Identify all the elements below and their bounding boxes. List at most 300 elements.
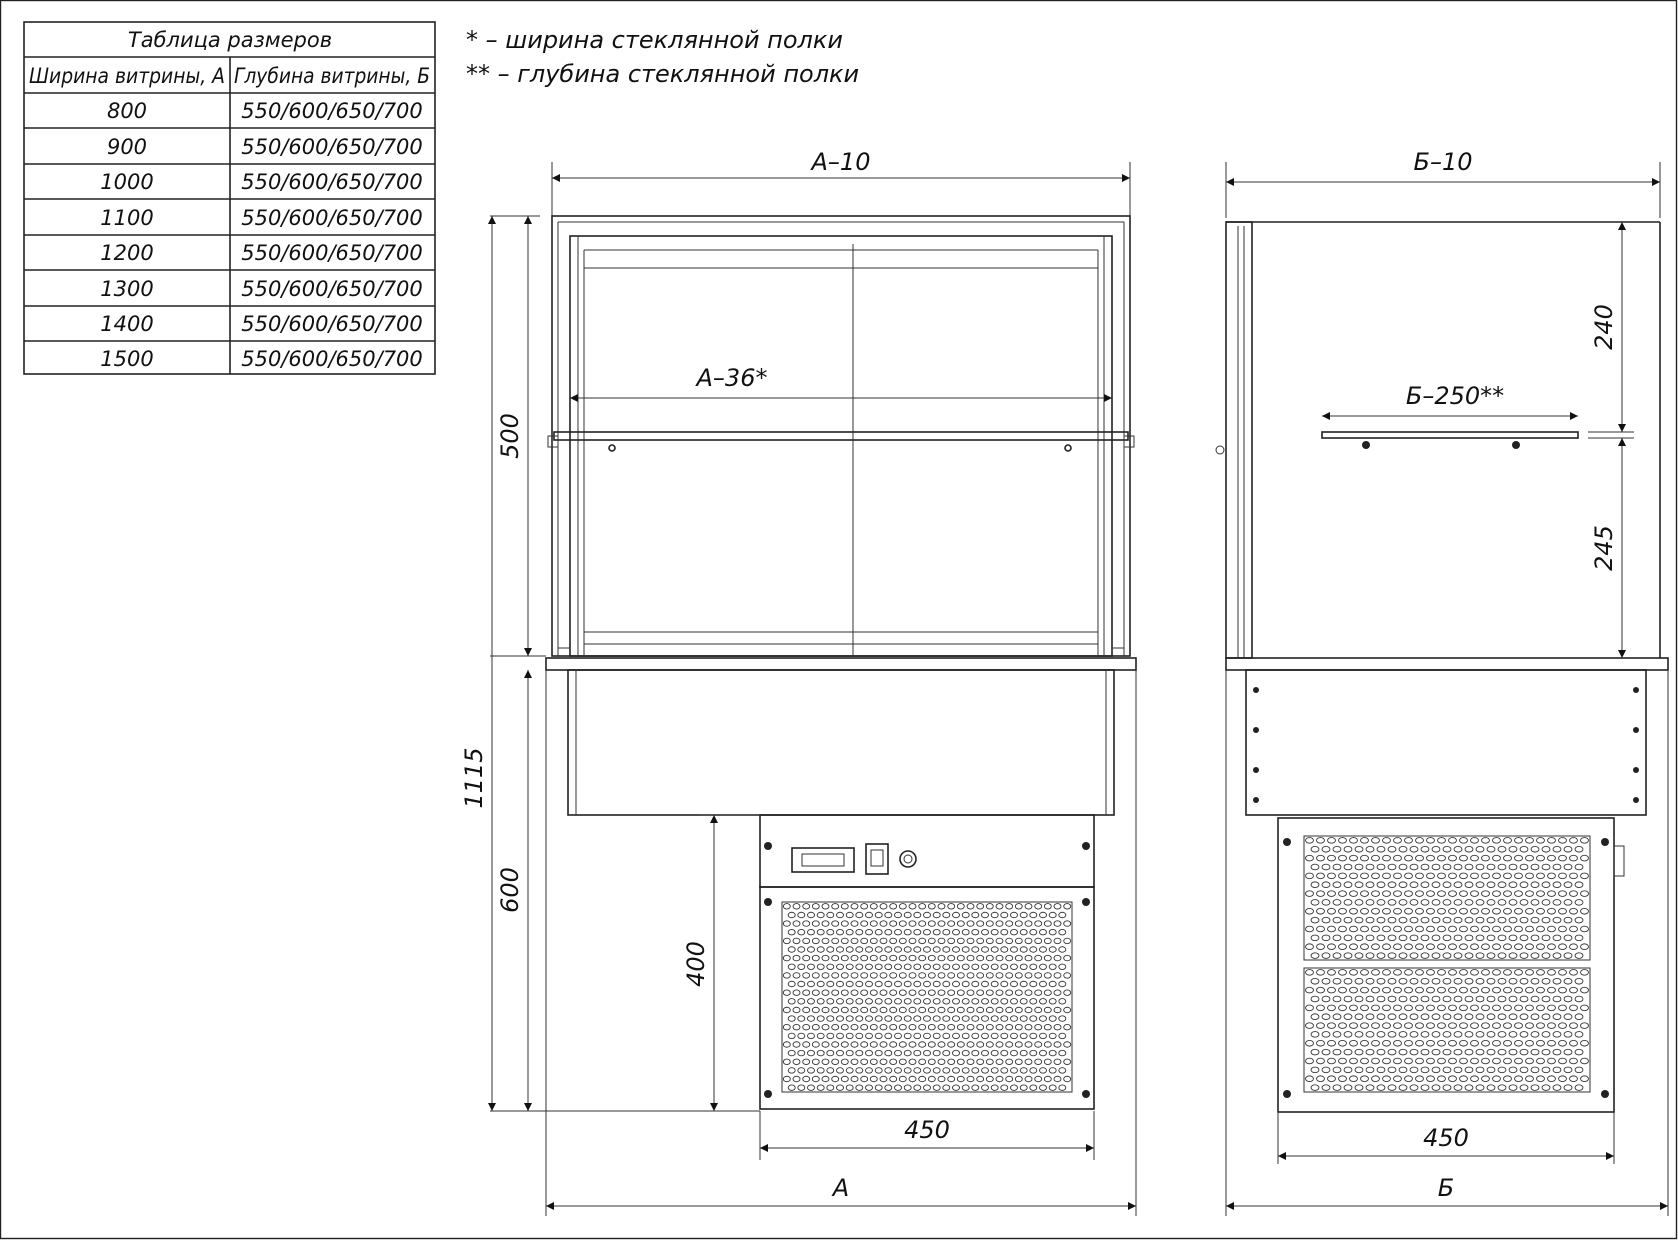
vent-hole — [1405, 873, 1413, 879]
vent-hole — [1432, 846, 1440, 852]
vent-hole — [938, 973, 945, 979]
vent-hole — [1339, 1005, 1347, 1011]
vent-hole — [1410, 1067, 1418, 1073]
vent-hole — [943, 1050, 950, 1056]
vent-hole — [943, 999, 950, 1005]
vent-hole — [1372, 873, 1380, 879]
vent-hole — [1317, 1058, 1325, 1064]
vent-hole — [1542, 900, 1550, 906]
vent-hole — [919, 938, 926, 944]
vent-hole — [1377, 1085, 1385, 1091]
vent-hole — [1493, 855, 1501, 861]
vent-hole — [1377, 882, 1385, 888]
vent-hole — [793, 1076, 800, 1082]
vent-hole — [1416, 944, 1424, 950]
vent-hole — [1460, 855, 1468, 861]
vent-hole — [1064, 1024, 1071, 1030]
vent-hole — [1372, 970, 1380, 976]
vent-hole — [832, 990, 839, 996]
size-table-cell: 550/600/650/700 — [241, 99, 423, 123]
vent-hole — [870, 955, 877, 961]
vent-hole — [1001, 999, 1008, 1005]
vent-hole — [1427, 891, 1435, 897]
vent-hole — [1575, 1032, 1583, 1038]
vent-hole — [1064, 1076, 1071, 1082]
vent-hole — [977, 990, 984, 996]
vent-hole — [938, 1059, 945, 1065]
vent-hole — [1388, 1067, 1396, 1073]
vent-hole — [1564, 935, 1572, 941]
vent-hole — [991, 1085, 998, 1091]
vent-hole — [1399, 864, 1407, 870]
vent-hole — [1531, 882, 1539, 888]
vent-hole — [1388, 996, 1396, 1002]
dim-unit-height: 400 — [682, 941, 710, 987]
vent-hole — [948, 938, 955, 944]
vent-hole — [972, 947, 979, 953]
vent-hole — [783, 990, 790, 996]
vent-hole — [1427, 944, 1435, 950]
vent-hole — [1454, 1049, 1462, 1055]
vent-hole — [1344, 996, 1352, 1002]
vent-hole — [1471, 1005, 1479, 1011]
vent-hole — [1317, 1040, 1325, 1046]
vent-hole — [1421, 864, 1429, 870]
vent-hole — [924, 929, 931, 935]
vent-hole — [1454, 1067, 1462, 1073]
vent-hole — [1416, 1005, 1424, 1011]
vent-hole — [977, 938, 984, 944]
vent-hole — [962, 947, 969, 953]
vent-hole — [846, 947, 853, 953]
vent-hole — [1020, 1085, 1027, 1091]
vent-hole — [1049, 981, 1056, 987]
vent-hole — [1531, 846, 1539, 852]
vent-hole — [895, 929, 902, 935]
vent-hole — [1476, 864, 1484, 870]
vent-hole — [1355, 935, 1363, 941]
dim-overall-width: А — [832, 1174, 850, 1202]
vent-hole — [1421, 1014, 1429, 1020]
vent-hole — [1542, 935, 1550, 941]
vent-hole — [1049, 1085, 1056, 1091]
vent-hole — [1322, 978, 1330, 984]
vent-hole — [866, 999, 873, 1005]
vent-hole — [1064, 1042, 1071, 1048]
vent-hole — [1015, 904, 1022, 910]
vent-hole — [1553, 1014, 1561, 1020]
vent-hole — [1564, 1085, 1572, 1091]
vent-hole — [914, 912, 921, 918]
vent-hole — [1361, 855, 1369, 861]
vent-hole — [1438, 1005, 1446, 1011]
vent-hole — [967, 990, 974, 996]
vent-hole — [1064, 955, 1071, 961]
vent-hole — [1465, 1032, 1473, 1038]
vent-hole — [1333, 1067, 1341, 1073]
vent-hole — [1581, 855, 1589, 861]
vent-hole — [1504, 987, 1512, 993]
vent-hole — [788, 1033, 795, 1039]
vent-hole — [1020, 999, 1027, 1005]
vent-hole — [885, 1068, 892, 1074]
vent-hole — [851, 1007, 858, 1013]
vent-hole — [1432, 864, 1440, 870]
vent-hole — [1317, 926, 1325, 932]
vent-hole — [1581, 891, 1589, 897]
vent-hole — [1498, 846, 1506, 852]
vent-hole — [1015, 973, 1022, 979]
vent-hole — [1570, 873, 1578, 879]
vent-hole — [1454, 917, 1462, 923]
vent-hole — [953, 1068, 960, 1074]
vent-hole — [1460, 838, 1468, 844]
vent-hole — [798, 929, 805, 935]
dim-glass-height: 500 — [496, 413, 524, 459]
vent-hole — [832, 1007, 839, 1013]
vent-hole — [1020, 1016, 1027, 1022]
vent-hole — [808, 1068, 815, 1074]
vent-hole — [919, 990, 926, 996]
vent-hole — [1542, 846, 1550, 852]
vent-hole — [1372, 891, 1380, 897]
vent-hole — [1377, 1067, 1385, 1073]
vent-hole — [919, 1059, 926, 1065]
vent-hole — [1410, 846, 1418, 852]
vent-hole — [837, 1050, 844, 1056]
vent-hole — [1581, 970, 1589, 976]
vent-hole — [972, 929, 979, 935]
vent-hole — [846, 1033, 853, 1039]
vent-hole — [1515, 838, 1523, 844]
vent-hole — [870, 1007, 877, 1013]
vent-hole — [1410, 917, 1418, 923]
vent-hole — [1542, 917, 1550, 923]
vent-hole — [875, 1016, 882, 1022]
vent-hole — [1015, 955, 1022, 961]
vent-hole — [822, 955, 829, 961]
vent-hole — [1040, 999, 1047, 1005]
vent-hole — [1311, 864, 1319, 870]
vent-hole — [851, 1042, 858, 1048]
glass-superstructure — [552, 216, 1130, 656]
vent-hole — [948, 955, 955, 961]
vent-hole — [1377, 1032, 1385, 1038]
vent-hole — [1030, 947, 1037, 953]
vent-hole — [1001, 1068, 1008, 1074]
vent-hole — [1526, 838, 1534, 844]
vent-hole — [861, 1042, 868, 1048]
vent-hole — [1405, 891, 1413, 897]
vent-hole — [1377, 935, 1385, 941]
vent-hole — [1493, 944, 1501, 950]
vent-hole — [1542, 978, 1550, 984]
vent-hole — [1405, 908, 1413, 914]
vent-hole — [977, 1059, 984, 1065]
vent-hole — [982, 1068, 989, 1074]
vent-hole — [972, 964, 979, 970]
vent-hole — [1454, 1032, 1462, 1038]
vent-hole — [837, 1033, 844, 1039]
vent-hole — [1394, 1076, 1402, 1082]
vent-hole — [803, 938, 810, 944]
vent-hole — [846, 929, 853, 935]
vent-hole — [1011, 1016, 1018, 1022]
vent-hole — [827, 1016, 834, 1022]
vent-hole — [875, 999, 882, 1005]
vent-hole — [1410, 900, 1418, 906]
vent-hole — [1020, 1068, 1027, 1074]
vent-hole — [1015, 1024, 1022, 1030]
power-switch — [866, 844, 888, 874]
vent-hole — [1059, 1085, 1066, 1091]
vent-hole — [909, 921, 916, 927]
vent-hole — [986, 973, 993, 979]
vent-hole — [1465, 953, 1473, 959]
vent-hole — [1372, 908, 1380, 914]
vent-hole — [1350, 987, 1358, 993]
vent-hole — [1553, 846, 1561, 852]
vent-hole — [1509, 864, 1517, 870]
vent-hole — [1311, 917, 1319, 923]
vent-hole — [1399, 1014, 1407, 1020]
vent-hole — [788, 1016, 795, 1022]
vent-hole — [1311, 1067, 1319, 1073]
side-vent-grille-upper-holes — [1306, 838, 1589, 959]
vent-hole — [991, 981, 998, 987]
vent-hole — [1531, 1049, 1539, 1055]
vent-hole — [1025, 1007, 1032, 1013]
vent-hole — [904, 1033, 911, 1039]
vent-hole — [783, 1059, 790, 1065]
vent-hole — [851, 938, 858, 944]
vent-hole — [1306, 1023, 1314, 1029]
vent-hole — [1471, 926, 1479, 932]
vent-hole — [1443, 900, 1451, 906]
vent-hole — [1460, 987, 1468, 993]
dim-shelf-depth: Б–250** — [1405, 382, 1505, 410]
vent-hole — [1504, 970, 1512, 976]
vent-hole — [1322, 1014, 1330, 1020]
vent-hole — [1482, 987, 1490, 993]
vent-hole — [982, 1016, 989, 1022]
vent-hole — [1394, 970, 1402, 976]
vent-hole — [1471, 891, 1479, 897]
vent-hole — [788, 1050, 795, 1056]
vent-hole — [798, 999, 805, 1005]
vent-hole — [996, 973, 1003, 979]
vent-hole — [1059, 1033, 1066, 1039]
vent-hole — [832, 1076, 839, 1082]
vent-hole — [1531, 935, 1539, 941]
vent-hole — [943, 912, 950, 918]
vent-hole — [1044, 955, 1051, 961]
vent-hole — [1421, 1032, 1429, 1038]
vent-hole — [1410, 1085, 1418, 1091]
vent-hole — [1504, 855, 1512, 861]
vent-hole — [1355, 953, 1363, 959]
vent-hole — [1025, 973, 1032, 979]
vent-hole — [1509, 1032, 1517, 1038]
vent-hole — [1064, 1007, 1071, 1013]
vent-hole — [1372, 855, 1380, 861]
vent-hole — [1366, 935, 1374, 941]
vent-hole — [1040, 912, 1047, 918]
vent-hole — [837, 1068, 844, 1074]
vent-hole — [1054, 1059, 1061, 1065]
vent-hole — [1035, 973, 1042, 979]
vent-hole — [1366, 953, 1374, 959]
vent-hole — [1504, 926, 1512, 932]
vent-hole — [1487, 935, 1495, 941]
vent-hole — [904, 964, 911, 970]
note-shelf-width: * – ширина стеклянной полки — [466, 26, 843, 54]
vent-hole — [822, 990, 829, 996]
vent-hole — [1377, 978, 1385, 984]
vent-hole — [1570, 908, 1578, 914]
dim-shelf-width: А–36* — [696, 364, 768, 392]
vent-hole — [885, 929, 892, 935]
vent-hole — [1454, 978, 1462, 984]
vent-hole — [1333, 917, 1341, 923]
vent-hole — [812, 1042, 819, 1048]
vent-hole — [1350, 1005, 1358, 1011]
vent-hole — [1487, 1067, 1495, 1073]
vent-hole — [1537, 891, 1545, 897]
vent-hole — [1011, 1085, 1018, 1091]
vent-hole — [1394, 908, 1402, 914]
vent-hole — [1001, 1033, 1008, 1039]
vent-hole — [1366, 864, 1374, 870]
vent-hole — [1421, 996, 1429, 1002]
vent-hole — [1443, 917, 1451, 923]
vent-hole — [1449, 908, 1457, 914]
vent-hole — [1049, 1050, 1056, 1056]
vent-hole — [1044, 904, 1051, 910]
vent-hole — [1030, 912, 1037, 918]
vent-hole — [827, 964, 834, 970]
vent-hole — [1559, 891, 1567, 897]
vent-hole — [962, 964, 969, 970]
vent-hole — [856, 981, 863, 987]
vent-hole — [793, 990, 800, 996]
vent-hole — [1350, 926, 1358, 932]
vent-hole — [832, 955, 839, 961]
vent-hole — [1054, 921, 1061, 927]
vent-hole — [1059, 999, 1066, 1005]
vent-hole — [1493, 873, 1501, 879]
vent-hole — [1504, 1023, 1512, 1029]
vent-hole — [1570, 987, 1578, 993]
vent-hole — [1322, 1085, 1330, 1091]
vent-hole — [1575, 882, 1583, 888]
vent-hole — [1361, 926, 1369, 932]
vent-hole — [1317, 891, 1325, 897]
vent-hole — [1333, 882, 1341, 888]
vent-hole — [1570, 1005, 1578, 1011]
vent-hole — [1432, 882, 1440, 888]
vent-hole — [1515, 1058, 1523, 1064]
vent-hole — [909, 1007, 916, 1013]
vent-hole — [996, 1076, 1003, 1082]
vent-hole — [996, 955, 1003, 961]
vent-hole — [1487, 996, 1495, 1002]
vent-hole — [1498, 864, 1506, 870]
vent-hole — [1559, 1005, 1567, 1011]
vent-hole — [1416, 987, 1424, 993]
vent-hole — [1350, 873, 1358, 879]
vent-hole — [1509, 935, 1517, 941]
vent-hole — [1322, 996, 1330, 1002]
vent-hole — [1064, 904, 1071, 910]
vent-hole — [967, 921, 974, 927]
vent-hole — [851, 1076, 858, 1082]
vent-hole — [938, 904, 945, 910]
vent-hole — [1498, 1032, 1506, 1038]
vent-hole — [1355, 1049, 1363, 1055]
vent-hole — [1515, 1023, 1523, 1029]
vent-hole — [895, 1016, 902, 1022]
vent-hole — [1575, 1085, 1583, 1091]
vent-hole — [948, 1059, 955, 1065]
vent-hole — [1361, 1040, 1369, 1046]
vent-hole — [1366, 882, 1374, 888]
vent-hole — [861, 921, 868, 927]
vent-hole — [1482, 1005, 1490, 1011]
vent-hole — [1520, 900, 1528, 906]
vent-hole — [1559, 1023, 1567, 1029]
vent-hole — [1542, 1014, 1550, 1020]
vent-hole — [885, 999, 892, 1005]
vent-hole — [803, 990, 810, 996]
vent-hole — [1372, 987, 1380, 993]
vent-hole — [1570, 891, 1578, 897]
vent-hole — [895, 964, 902, 970]
front-vent-grille-holes — [783, 904, 1070, 1091]
vent-hole — [1537, 987, 1545, 993]
vent-hole — [904, 1085, 911, 1091]
vent-hole — [933, 947, 940, 953]
vent-hole — [1515, 1005, 1523, 1011]
vent-hole — [928, 1076, 935, 1082]
vent-hole — [1460, 873, 1468, 879]
vent-hole — [856, 1016, 863, 1022]
vent-hole — [1311, 1085, 1319, 1091]
vent-hole — [1438, 1076, 1446, 1082]
vent-hole — [1383, 1058, 1391, 1064]
vent-hole — [1476, 978, 1484, 984]
vent-hole — [880, 990, 887, 996]
vent-hole — [1328, 1023, 1336, 1029]
vent-hole — [933, 1085, 940, 1091]
vent-hole — [1454, 846, 1462, 852]
vent-hole — [1001, 912, 1008, 918]
vent-hole — [1011, 947, 1018, 953]
vent-hole — [1548, 944, 1556, 950]
vent-hole — [1394, 1040, 1402, 1046]
vent-hole — [1011, 929, 1018, 935]
vent-hole — [788, 999, 795, 1005]
vent-hole — [943, 1068, 950, 1074]
vent-hole — [1030, 1068, 1037, 1074]
vent-hole — [798, 1033, 805, 1039]
vent-hole — [957, 1076, 964, 1082]
vent-hole — [1581, 1023, 1589, 1029]
vent-hole — [1306, 838, 1314, 844]
vent-hole — [914, 1068, 921, 1074]
vent-hole — [972, 981, 979, 987]
vent-hole — [890, 955, 897, 961]
